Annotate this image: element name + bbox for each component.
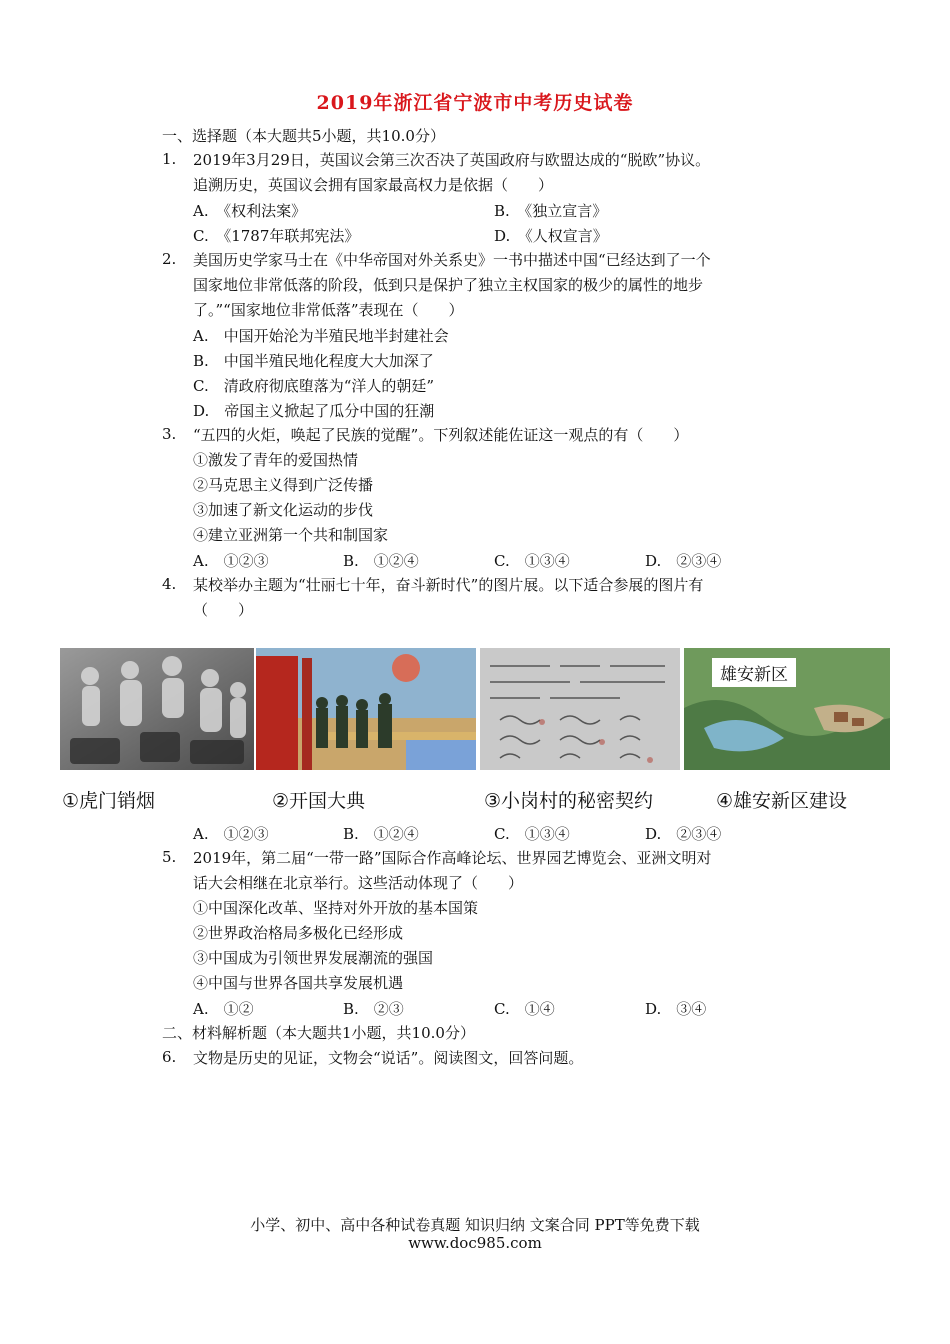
question-text: 追溯历史，英国议会拥有国家最高权力是依据（ ） xyxy=(193,176,554,194)
question-number: 4. xyxy=(162,575,177,593)
option-a: A. ①② xyxy=(193,1000,254,1018)
question-text: 2019年3月29日，英国议会第三次否决了英国政府与欧盟达成的“脱欧”协议。 xyxy=(193,151,711,169)
option-d: D. ②③④ xyxy=(645,825,722,843)
statement-item: ③中国成为引领世界发展潮流的强国 xyxy=(193,949,434,967)
statement-item: ④中国与世界各国共享发展机遇 xyxy=(193,974,404,992)
footer-text: 小学、初中、高中各种试卷真题 知识归纳 文案合同 PPT等免费下载 xyxy=(250,1216,700,1234)
question-text: 某校举办主题为“壮丽七十年，奋斗新时代”的图片展。以下适合参展的图片有 xyxy=(193,576,704,594)
option-a: A. 《权利法案》 xyxy=(193,202,307,220)
question-text: 话大会相继在北京举行。这些活动体现了（ ） xyxy=(193,874,524,892)
image-label: 雄安新区 xyxy=(712,658,796,687)
question-text: 美国历史学家马士在《中华帝国对外关系史》一书中描述中国“已经达到了一个 xyxy=(193,251,711,269)
option-a: A. ①②③ xyxy=(193,825,269,843)
photo-strip xyxy=(60,648,890,770)
page-title: 2019年浙江省宁波市中考历史试卷 xyxy=(316,92,634,114)
image-caption: ②开国大典 xyxy=(272,790,366,812)
question-text: 文物是历史的见证，文物会“说话”。阅读图文，回答问题。 xyxy=(193,1049,584,1067)
option-c: C. 《1787年联邦宪法》 xyxy=(193,227,360,245)
option-b: B. ①②④ xyxy=(343,825,419,843)
statement-item: ④建立亚洲第一个共和制国家 xyxy=(193,526,389,544)
statement-item: ③加速了新文化运动的步伐 xyxy=(193,501,374,519)
question-text: 2019年，第二届“一带一路”国际合作高峰论坛、世界园艺博览会、亚洲文明对 xyxy=(193,849,712,867)
image-caption: ④雄安新区建设 xyxy=(716,790,848,812)
question-text: “五四的火炬，唤起了民族的觉醒”。下列叙述能佐证这一观点的有（ ） xyxy=(193,426,689,444)
secret-contract-image xyxy=(480,648,680,770)
question-text: 了。”“国家地位非常低落”表现在（ ） xyxy=(193,301,464,319)
question-number: 5. xyxy=(162,848,177,866)
option-d: D. 帝国主义掀起了瓜分中国的狂潮 xyxy=(193,402,435,420)
question-text: 国家地位非常低落的阶段，低到只是保护了独立主权国家的极少的属性的地步 xyxy=(193,276,704,294)
option-c: C. ①③④ xyxy=(494,552,570,570)
founding-ceremony-image xyxy=(256,648,476,770)
section-heading-choice: 一、选择题（本大题共5小题，共10.0分） xyxy=(162,127,445,145)
question-number: 6. xyxy=(162,1048,177,1066)
question-text: （ ） xyxy=(193,601,254,619)
option-c: C. 清政府彻底堕落为“洋人的朝廷” xyxy=(193,377,435,395)
option-a: A. ①②③ xyxy=(193,552,269,570)
image-caption: ①虎门销烟 xyxy=(62,790,156,812)
relief-sculpture-image xyxy=(60,648,254,770)
option-b: B. 中国半殖民地化程度大大加深了 xyxy=(193,352,434,370)
statement-item: ①中国深化改革、坚持对外开放的基本国策 xyxy=(193,899,479,917)
question-number: 2. xyxy=(162,250,177,268)
option-d: D. ③④ xyxy=(645,1000,707,1018)
option-b: B. ①②④ xyxy=(343,552,419,570)
section-heading-material: 二、材料解析题（本大题共1小题，共10.0分） xyxy=(162,1024,475,1042)
question-number: 1. xyxy=(162,150,177,168)
statement-item: ①激发了青年的爱国热情 xyxy=(193,451,359,469)
statement-item: ②马克思主义得到广泛传播 xyxy=(193,476,374,494)
option-a: A. 中国开始沦为半殖民地半封建社会 xyxy=(193,327,449,345)
statement-item: ②世界政治格局多极化已经形成 xyxy=(193,924,404,942)
question-number: 3. xyxy=(162,425,177,443)
option-b: B. ②③ xyxy=(343,1000,404,1018)
image-caption: ③小岗村的秘密契约 xyxy=(484,790,654,812)
option-d: D. ②③④ xyxy=(645,552,722,570)
option-b: B. 《独立宣言》 xyxy=(494,202,608,220)
option-c: C. ①③④ xyxy=(494,825,570,843)
footer-url: www.doc985.com xyxy=(408,1234,542,1252)
xiongan-aerial-image xyxy=(684,648,890,770)
option-d: D. 《人权宣言》 xyxy=(494,227,608,245)
option-c: C. ①④ xyxy=(494,1000,555,1018)
